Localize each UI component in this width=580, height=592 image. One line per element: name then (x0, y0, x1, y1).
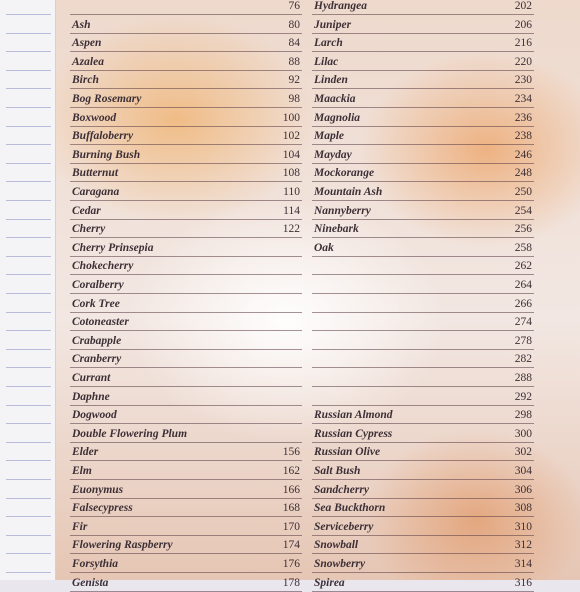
index-entry (312, 126, 534, 145)
entry-name: Snowball (314, 539, 359, 552)
entry-page-number: 108 (282, 167, 300, 180)
entry-page-number: 256 (514, 223, 532, 236)
entry-name: Elder (72, 446, 99, 459)
index-entry (312, 331, 534, 350)
entry-name: Boxwood (72, 111, 117, 124)
index-entry (70, 145, 302, 164)
index-page (56, 0, 580, 589)
entry-page-number: 278 (514, 334, 532, 347)
entry-name: Currant (72, 372, 111, 384)
entry-page-number: 92 (288, 74, 300, 87)
entry-page-number: 282 (514, 353, 532, 366)
entry-page-number: 104 (282, 148, 300, 161)
index-entry (70, 163, 302, 182)
index-entry (70, 535, 302, 554)
spine-rule (6, 200, 51, 201)
spine-rule (6, 107, 51, 108)
entry-page-number: 236 (514, 111, 532, 124)
index-entry (312, 498, 534, 517)
index-entry (70, 201, 302, 220)
entry-name: Cranberry (72, 353, 122, 366)
spine-rule (6, 70, 51, 71)
entry-name: Elm (72, 465, 92, 477)
index-entry (312, 256, 534, 275)
index-entry (70, 89, 302, 108)
entry-page-number: 98 (288, 93, 300, 105)
notebook-spine (0, 0, 56, 580)
index-entry (312, 201, 534, 220)
entry-page-number: 246 (514, 148, 532, 161)
spine-rule (6, 51, 51, 52)
index-entry (70, 349, 302, 368)
entry-page-number: 166 (282, 483, 300, 496)
index-entry (312, 312, 534, 331)
entry-page-number: 174 (282, 539, 300, 552)
entry-page-number: 316 (514, 576, 532, 589)
entry-page-number: 248 (514, 167, 532, 180)
entry-page-number: 102 (282, 130, 300, 143)
index-entry (312, 145, 534, 164)
spine-rule (6, 367, 51, 368)
index-entry (312, 52, 534, 71)
index-entry (70, 573, 302, 592)
spine-rule (6, 479, 51, 480)
entry-name: Buffaloberry (72, 130, 134, 143)
entry-page-number: 156 (282, 446, 300, 459)
entry-name: Cedar (72, 204, 101, 217)
index-entry (70, 331, 302, 350)
entry-page-number: 234 (514, 93, 532, 105)
entry-name: Snowberry (314, 558, 366, 570)
spine-rule (6, 219, 51, 220)
entry-page-number: 314 (514, 558, 532, 570)
entry-name: Maackia (314, 93, 356, 105)
index-entry (70, 126, 302, 145)
index-entry (312, 554, 534, 573)
entry-name: Sea Buckthorn (314, 502, 386, 515)
index-entry (312, 163, 534, 182)
entry-name: Cork Tree (72, 297, 120, 310)
entry-page-number: 288 (514, 372, 532, 384)
index-entry (70, 480, 302, 499)
entry-page-number: 176 (282, 558, 300, 570)
spine-rule (6, 535, 51, 536)
entry-page-number: 310 (514, 520, 532, 533)
entry-name: Crabapple (72, 334, 122, 347)
entry-page-number: 80 (288, 18, 300, 31)
index-entry (312, 535, 534, 554)
index-entry (70, 424, 302, 443)
index-entry (312, 89, 534, 108)
entry-page-number: 306 (514, 483, 532, 496)
spine-rule (6, 516, 51, 517)
spine-rule (6, 144, 51, 145)
entry-name: Lilac (314, 55, 339, 68)
index-entry (70, 33, 302, 52)
index-entry (70, 182, 302, 201)
entry-name: Genista (72, 576, 109, 589)
entry-page-number: 162 (282, 465, 300, 477)
entry-name: Cherry (72, 223, 106, 236)
entry-name: Birch (72, 74, 99, 87)
entry-page-number: 304 (514, 465, 532, 477)
entry-name: Oak (314, 241, 334, 254)
entry-page-number: 76 (288, 0, 300, 12)
entry-page-number: 312 (514, 539, 532, 552)
entry-page-number: 264 (514, 279, 532, 291)
index-entry (70, 52, 302, 71)
index-entry (312, 368, 534, 387)
entry-name: Russian Cypress (314, 427, 393, 440)
spine-rule (6, 181, 51, 182)
entry-page-number: 122 (282, 223, 300, 236)
entry-name: Double Flowering Plum (72, 427, 188, 440)
entry-page-number: 258 (514, 241, 532, 254)
entry-name: Fir (72, 520, 88, 533)
index-entry (312, 517, 534, 536)
entry-name: Linden (314, 74, 348, 87)
entry-name: Mayday (314, 148, 352, 161)
spine-rule (6, 237, 51, 238)
index-entry (312, 219, 534, 238)
index-entry (312, 70, 534, 89)
spine-rule (6, 423, 51, 424)
entry-name: Falsecypress (72, 502, 133, 515)
entry-name: Juniper (314, 18, 352, 31)
entry-page-number: 170 (282, 520, 300, 533)
entry-name: Nannyberry (314, 204, 371, 217)
entry-name: Chokecherry (72, 260, 134, 273)
entry-name: Mountain Ash (314, 186, 383, 198)
spine-rule (6, 498, 51, 499)
entry-page-number: 202 (514, 0, 532, 12)
entry-name: Hydrangea (314, 0, 368, 12)
index-entry (70, 15, 302, 34)
index-entry (312, 33, 534, 52)
entry-name: Sandcherry (314, 483, 369, 496)
entry-page-number: 292 (514, 390, 532, 403)
entry-name: Coralberry (72, 279, 124, 291)
index-entry (70, 517, 302, 536)
entry-name: Aspen (72, 37, 102, 50)
entry-page-number: 216 (514, 37, 532, 50)
entry-name: Daphne (72, 390, 110, 403)
entry-name: Russian Almond (314, 409, 393, 422)
spine-rule (6, 442, 51, 443)
entry-page-number: 274 (514, 316, 532, 329)
entry-name: Mockorange (314, 167, 375, 180)
spine-rule (6, 312, 51, 313)
entry-name: Burning Bush (72, 148, 141, 161)
index-entry (70, 498, 302, 517)
entry-page-number: 250 (514, 186, 532, 198)
entry-name: Salt Bush (314, 465, 361, 477)
entry-name: Maple (314, 130, 345, 143)
entry-page-number: 262 (514, 260, 532, 273)
entry-name: Bog Rosemary (72, 93, 142, 105)
entry-page-number: 300 (514, 427, 532, 440)
entry-page-number: 298 (514, 409, 532, 422)
spine-rule (6, 163, 51, 164)
spine-rule (6, 386, 51, 387)
index-entry (70, 0, 302, 15)
spine-rule (6, 405, 51, 406)
entry-name: Dogwood (72, 409, 117, 422)
index-entry (312, 182, 534, 201)
index-entry (70, 70, 302, 89)
index-entry (312, 349, 534, 368)
index-entry (312, 405, 534, 424)
entry-page-number: 114 (283, 204, 300, 217)
entry-name: Forsythia (72, 558, 119, 570)
entry-name: Azalea (72, 55, 104, 68)
entry-page-number: 84 (288, 37, 300, 50)
spine-rule (6, 14, 51, 15)
index-entry (70, 238, 302, 257)
spine-rule (6, 572, 51, 573)
index-entry (312, 573, 534, 592)
index-entry (70, 368, 302, 387)
index-entry (70, 461, 302, 480)
entry-page-number: 302 (514, 446, 532, 459)
entry-page-number: 266 (514, 297, 532, 310)
index-entry (70, 256, 302, 275)
spine-rule (6, 274, 51, 275)
entry-page-number: 254 (514, 204, 532, 217)
entry-page-number: 178 (282, 576, 300, 589)
entry-page-number: 230 (514, 74, 532, 87)
entry-page-number: 220 (514, 55, 532, 68)
index-entry (312, 15, 534, 34)
entry-name: Flowering Raspberry (72, 539, 173, 552)
spine-rule (6, 33, 51, 34)
entry-name: Caragana (72, 186, 120, 198)
index-entry (312, 275, 534, 294)
index-entry (70, 442, 302, 461)
spine-rule (6, 88, 51, 89)
index-entry (312, 424, 534, 443)
index-entry (312, 442, 534, 461)
entry-name: Serviceberry (314, 520, 374, 533)
spine-rule (6, 460, 51, 461)
entry-name: Cotoneaster (72, 316, 129, 329)
entry-name: Spirea (314, 576, 345, 589)
spine-rule (6, 293, 51, 294)
entry-page-number: 100 (282, 111, 300, 124)
index-entry (70, 108, 302, 127)
entry-name: Russian Olive (314, 446, 381, 459)
entry-name: Butternut (72, 167, 119, 180)
entry-page-number: 110 (283, 186, 300, 198)
entry-name: Euonymus (72, 483, 124, 496)
index-entry (312, 238, 534, 257)
index-entry (70, 387, 302, 406)
entry-page-number: 238 (514, 130, 532, 143)
index-entry (312, 108, 534, 127)
spine-rule (6, 349, 51, 350)
index-entry (70, 405, 302, 424)
index-entry (312, 294, 534, 313)
entry-name: Ash (72, 18, 91, 31)
index-entry (312, 461, 534, 480)
entry-page-number: 168 (282, 502, 300, 515)
spine-rule (6, 330, 51, 331)
entry-name: Larch (314, 37, 343, 50)
entry-name: Magnolia (314, 111, 361, 124)
index-entry (70, 554, 302, 573)
spine-rule (6, 256, 51, 257)
entry-name: Ninebark (314, 223, 359, 236)
index-entry (70, 275, 302, 294)
entry-page-number: 206 (514, 18, 532, 31)
index-entry (312, 0, 534, 15)
index-entry (70, 219, 302, 238)
spine-rule (6, 126, 51, 127)
index-entry (312, 387, 534, 406)
spine-rule (6, 553, 51, 554)
entry-page-number: 88 (288, 55, 300, 68)
index-entry (70, 294, 302, 313)
index-entry (70, 312, 302, 331)
entry-page-number: 308 (514, 502, 532, 515)
index-entry (312, 480, 534, 499)
entry-name: Cherry Prinsepia (72, 241, 154, 254)
